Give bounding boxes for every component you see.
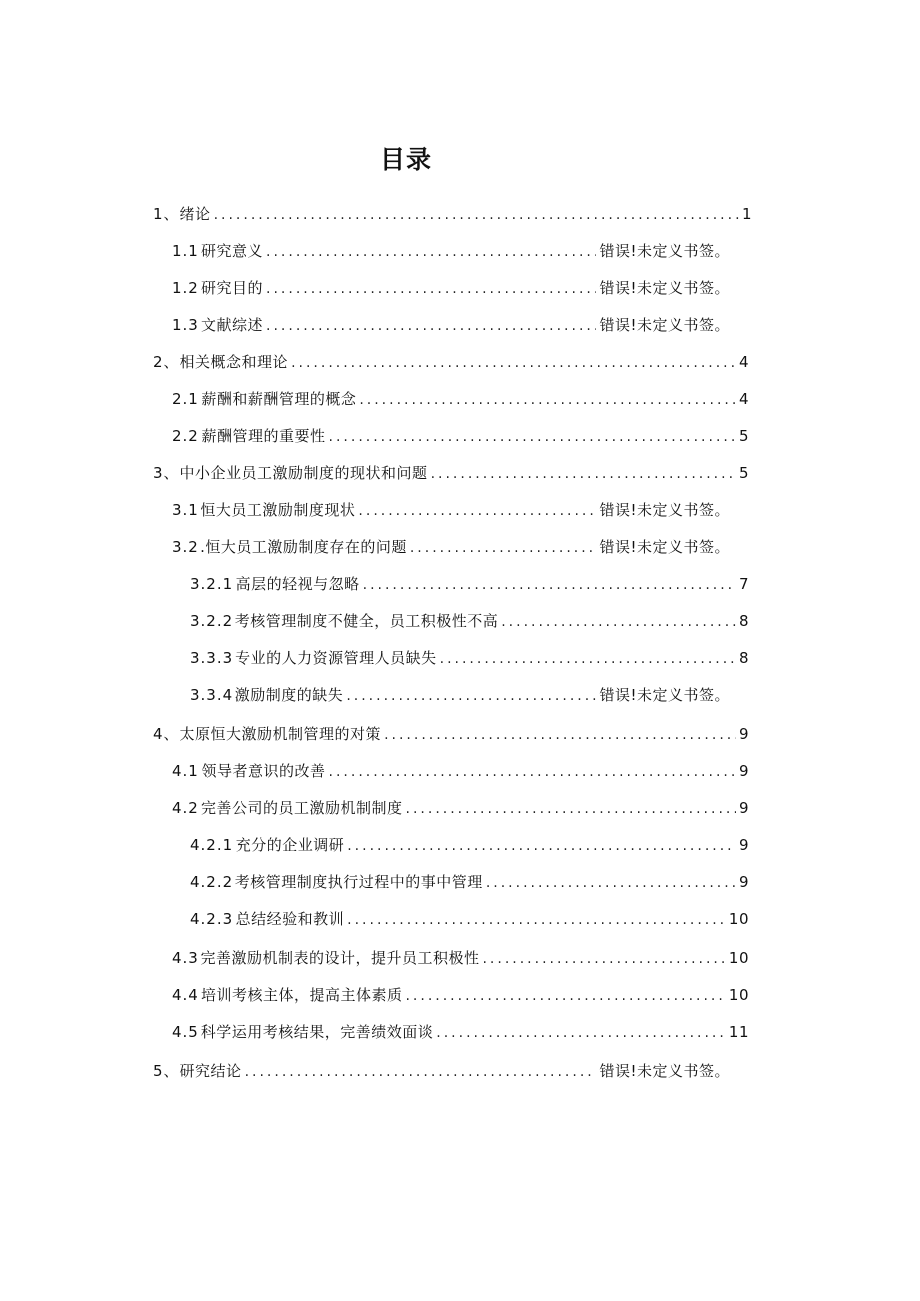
toc-entry[interactable] [153, 351, 749, 374]
toc-page: 9 [738, 873, 749, 891]
toc-entry[interactable] [153, 462, 749, 485]
toc-entry[interactable] [172, 984, 749, 1007]
toc-number: 3、 [153, 464, 180, 482]
toc-entry[interactable] [172, 388, 749, 411]
toc-number: 3.1 [172, 501, 199, 519]
toc-title: 太原恒大激励机制管理的对策 [179, 725, 382, 743]
dot-leader [245, 1061, 597, 1083]
toc-entry[interactable] [190, 610, 749, 633]
toc-page: 4 [738, 390, 749, 408]
toc-title: 总结经验和教训 [235, 910, 345, 928]
dot-leader [363, 574, 736, 596]
toc-title: 薪酬管理的重要性 [201, 427, 326, 445]
toc-page: 1 [741, 205, 752, 223]
toc-entry[interactable] [172, 947, 749, 970]
toc-entry[interactable] [190, 573, 749, 596]
toc-number: 4.2.1 [190, 836, 234, 854]
dot-leader [358, 500, 596, 522]
toc-page: 10 [728, 986, 749, 1004]
toc-number: 3.2.1 [190, 575, 234, 593]
toc-title: 完善激励机制表的设计，提升员工积极性 [200, 949, 480, 967]
dot-leader [329, 426, 736, 448]
toc-number: 3.3.3 [190, 649, 234, 667]
toc-entry[interactable] [153, 723, 749, 746]
toc-number: 3.2 [172, 538, 199, 556]
toc-title: 高层的轻视与忽略 [235, 575, 360, 593]
dot-leader [501, 611, 736, 633]
toc-number: 4.2.3 [190, 910, 234, 928]
toc-page: 错误!未定义书签。 [599, 538, 730, 556]
toc-page: 8 [738, 649, 749, 667]
toc-number: 2、 [153, 353, 180, 371]
dot-leader [346, 685, 596, 707]
toc-title: 绪论 [179, 205, 211, 223]
toc-title: 薪酬和薪酬管理的概念 [201, 390, 357, 408]
toc-number: 3.3.4 [190, 686, 234, 704]
toc-number: 4.1 [172, 762, 199, 780]
toc-page: 错误!未定义书签。 [599, 686, 730, 704]
toc-page: 错误!未定义书签。 [599, 316, 730, 334]
toc-entry[interactable] [172, 499, 730, 522]
dot-leader [266, 278, 596, 300]
toc-number: 2.1 [172, 390, 199, 408]
toc-page: 10 [728, 910, 749, 928]
toc-number: 1、 [153, 205, 180, 223]
toc-page: 8 [738, 612, 749, 630]
toc-title: 专业的人力资源管理人员缺失 [235, 649, 437, 667]
dot-leader [214, 204, 739, 226]
toc-page: 5 [738, 464, 749, 482]
toc-title: 研究目的 [201, 279, 264, 297]
toc-number: 1.2 [172, 279, 199, 297]
toc-number: 1.1 [172, 242, 199, 260]
toc-title: 领导者意识的改善 [201, 762, 326, 780]
toc-page: 9 [738, 725, 749, 743]
toc-entry[interactable] [172, 277, 730, 300]
toc-page: 错误!未定义书签。 [599, 1062, 730, 1080]
toc-entry[interactable] [190, 647, 749, 670]
toc-entry[interactable] [190, 834, 749, 857]
toc-title: 完善公司的员工激励机制制度 [201, 799, 403, 817]
toc-entry[interactable] [153, 203, 752, 226]
toc-page: 9 [738, 836, 749, 854]
toc-title: 激励制度的缺失 [234, 686, 344, 704]
dot-leader [406, 798, 736, 820]
toc-entry[interactable] [172, 425, 749, 448]
dot-leader [347, 835, 736, 857]
toc-title: 中小企业员工激励制度的现状和问题 [179, 464, 428, 482]
dot-leader [405, 985, 725, 1007]
dot-leader [486, 872, 736, 894]
dot-leader [431, 463, 736, 485]
dot-leader [347, 909, 726, 931]
toc-page: 错误!未定义书签。 [599, 501, 730, 519]
toc-number: 4.2.2 [190, 873, 234, 891]
toc-title: .恒大员工激励制度存在的问题 [200, 538, 407, 556]
dot-leader [266, 241, 596, 263]
toc-title: 科学运用考核结果，完善绩效面谈 [200, 1023, 434, 1041]
toc-title: 培训考核主体，提高主体素质 [200, 986, 403, 1004]
toc-number: 4.2 [172, 799, 199, 817]
toc-number: 4、 [153, 725, 180, 743]
toc-title: 充分的企业调研 [235, 836, 345, 854]
toc-entry[interactable] [172, 536, 730, 559]
toc-page: 错误!未定义书签。 [599, 279, 730, 297]
toc-number: 3.2.2 [190, 612, 234, 630]
toc-title: 恒大员工激励制度现状 [200, 501, 356, 519]
toc-number: 1.3 [172, 316, 199, 334]
toc-entry[interactable] [190, 908, 749, 931]
toc-page: 9 [738, 799, 749, 817]
toc-page: 错误!未定义书签。 [599, 242, 730, 260]
toc-entry[interactable] [172, 760, 749, 783]
toc-page: 5 [738, 427, 749, 445]
toc-number: 5、 [153, 1062, 180, 1080]
toc-number: 4.4 [172, 986, 199, 1004]
dot-leader [440, 648, 736, 670]
dot-leader [436, 1022, 726, 1044]
toc-number: 2.2 [172, 427, 199, 445]
page-title: 目录 [379, 145, 432, 174]
toc-entry[interactable] [153, 1060, 730, 1083]
toc-title: 研究结论 [179, 1062, 242, 1080]
dot-leader [329, 761, 736, 783]
dot-leader [359, 389, 736, 411]
toc-page: 4 [738, 353, 749, 371]
toc-title: 文献综述 [201, 316, 264, 334]
toc-number: 4.5 [172, 1023, 199, 1041]
toc-number: 4.3 [172, 949, 199, 967]
toc-entry[interactable] [190, 871, 749, 894]
toc-title: 研究意义 [201, 242, 264, 260]
toc-entry[interactable] [172, 1021, 749, 1044]
dot-leader [266, 315, 596, 337]
toc-page: 10 [728, 949, 749, 967]
dot-leader [291, 352, 736, 374]
dot-leader [482, 948, 725, 970]
toc-title: 考核管理制度不健全，员工积极性不高 [234, 612, 499, 630]
toc-entry[interactable] [172, 797, 749, 820]
dot-leader [384, 724, 736, 746]
toc-page: 7 [738, 575, 749, 593]
toc-page: 11 [728, 1023, 749, 1041]
toc-title: 考核管理制度执行过程中的事中管理 [234, 873, 483, 891]
toc-entry[interactable] [190, 684, 730, 707]
toc-page: 9 [738, 762, 749, 780]
toc-entry[interactable] [172, 314, 730, 337]
toc-title: 相关概念和理论 [179, 353, 289, 371]
dot-leader [410, 537, 597, 559]
toc-entry[interactable] [172, 240, 730, 263]
